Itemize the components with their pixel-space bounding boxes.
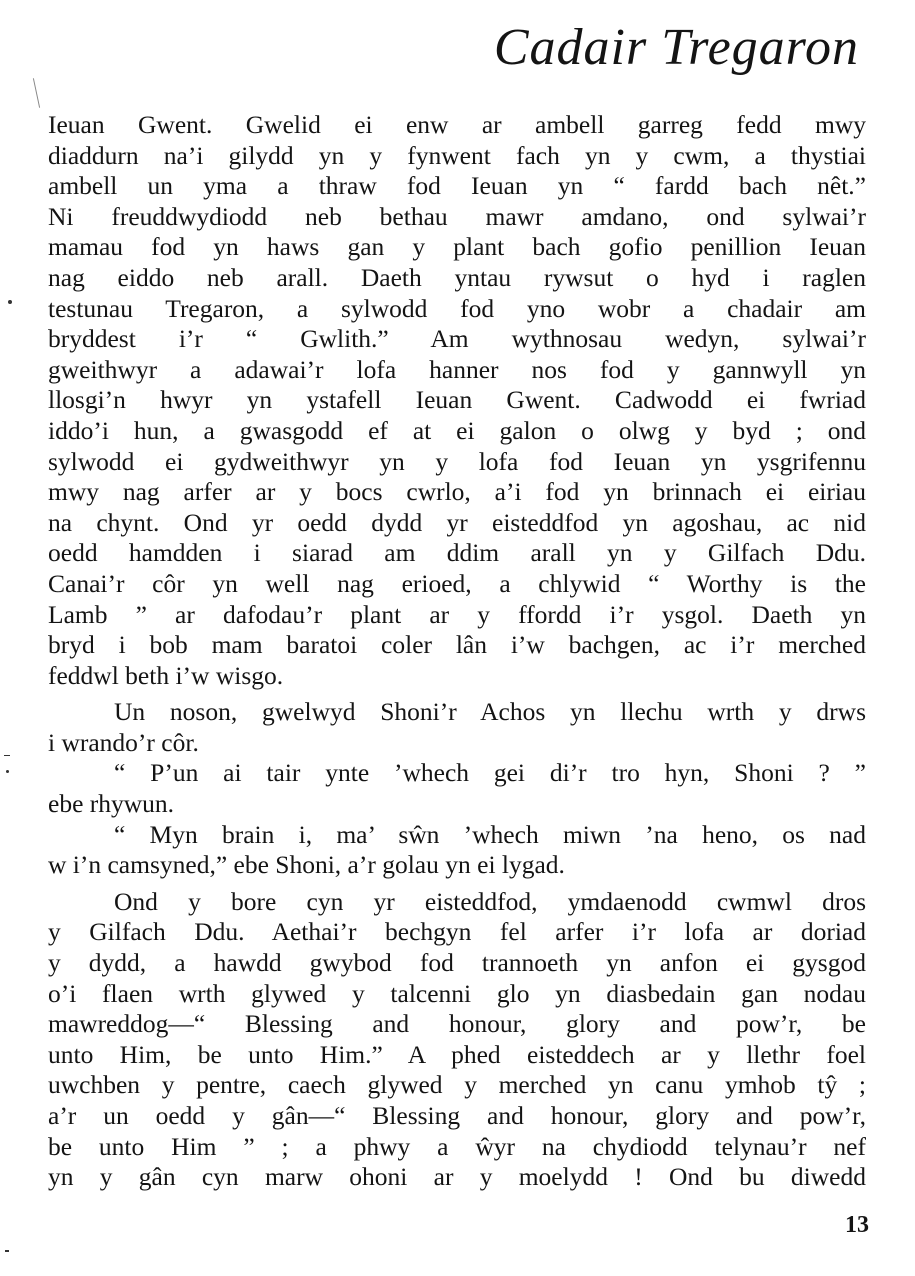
text-line: w i’n camsyned,” ebe Shoni, a’r golau yn ei lygad. [48,850,565,880]
margin-tick [4,755,10,756]
text-line: o’i flaen wrth glywed y talcenni glo yn diasbedain gan nodau [48,978,866,1008]
text-line: ebe rhywun. [48,789,175,819]
text-line: ambell un yma a thraw fod Ieuan yn “ fardd bach nêt.” [48,171,866,201]
text-line: Canai’r côr yn well nag erioed, a chlywid “ Worthy is the [48,568,866,598]
text-line: bryd i bob mam baratoi coler lân i’w bachgen, ac i’r merched [48,630,866,660]
text-line: testunau Tregaron, a sylwodd fod yno wobr a chadair am [48,293,866,323]
text-line: sylwodd ei gydweithwyr yn y lofa fod Ieuan yn ysgrifennu [48,446,866,476]
text-line: uwchben y pentre, caech glywed y merched yn canu ymhob tŷ ; [48,1070,866,1100]
text-line: Un noson, gwelwyd Shoni’r Achos yn llechu wrth y drws [114,697,866,727]
body-text [48,110,866,1193]
text-line: y Gilfach Ddu. Aethai’r bechgyn fel arfer i’r lofa ar doriad [48,917,866,947]
text-line: Lamb ” ar dafodau’r plant ar y ffordd i’r ysgol. Daeth yn [48,599,866,629]
text-line: mamau fod yn haws gan y plant bach gofio penillion Ieuan [48,232,866,262]
margin-speck [5,1250,9,1252]
text-line: i wrando’r côr. [48,727,199,757]
text-line: yn y gân cyn marw ohoni ar y moelydd ! Ond bu diwedd [48,1162,866,1192]
text-line: “ P’un ai tair ynte ’whech gei di’r tro hyn, Shoni ? ” [114,758,866,788]
text-line: iddo’i hun, a gwasgodd ef at ei galon o olwg y byd ; ond [48,415,866,445]
text-line: Ni freuddwydiodd neb bethau mawr amdano, ond sylwai’r [48,201,866,231]
text-line: feddwl beth i’w wisgo. [48,660,284,690]
text-line: be unto Him ” ; a phwy a ŵyr na chydiodd telynau’r nef [48,1131,866,1161]
text-line: bryddest i’r “ Gwlith.” Am wythnosau wedyn, sylwai’r [48,324,866,354]
text-line: mawreddog—“ Blessing and honour, glory and pow’r, be [48,1009,866,1039]
text-line: “ Myn brain i, ma’ sŵn ’whech miwn ’na heno, os nad [114,819,866,849]
margin-speck [8,300,12,304]
text-line: gweithwyr a adawai’r lofa hanner nos fod y gannwyll yn [48,354,866,384]
running-head: Cadair Tregaron [493,19,859,76]
margin-speck [6,770,9,773]
text-line: a’r un oedd y gân—“ Blessing and honour, glory and pow’r, [48,1101,866,1130]
text-line: diaddurn na’i gilydd yn y fynwent fach yn y cwm, a thystiai [48,140,866,170]
text-line: unto Him, be unto Him.” A phed eisteddech ar y llethr foel [48,1039,866,1069]
text-line: mwy nag arfer ar y bocs cwrlo, a’i fod yn brinnach ei eiriau [48,477,866,507]
margin-hairline [33,78,40,108]
text-line: y dydd, a hawdd gwybod fod trannoeth yn anfon ei gysgod [48,948,866,978]
text-line: llosgi’n hwyr yn ystafell Ieuan Gwent. Cadwodd ei fwriad [48,385,866,415]
text-line: Ond y bore cyn yr eisteddfod, ymdaenodd cwmwl dros [114,886,866,916]
text-line: Ieuan Gwent. Gwelid ei enw ar ambell garreg fedd mwy [48,110,866,139]
page-number: 13 [845,1212,869,1238]
text-line: nag eiddo neb arall. Daeth yntau rywsut o hyd i raglen [48,262,866,292]
text-line: na chynt. Ond yr oedd dydd yr eisteddfod yn agoshau, ac nid [48,507,866,537]
text-line: oedd hamdden i siarad am ddim arall yn y Gilfach Ddu. [48,538,866,568]
